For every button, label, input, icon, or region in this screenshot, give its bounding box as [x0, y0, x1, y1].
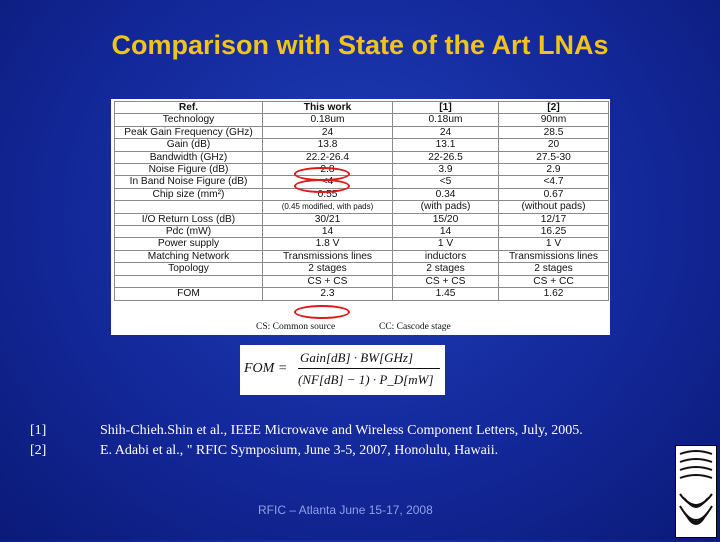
comparison-table [114, 101, 609, 301]
table-cell: <4.7 [499, 176, 609, 188]
table-cell: (with pads) [393, 201, 499, 213]
table-cell: This work [263, 102, 393, 114]
table-cell: 1.45 [393, 288, 499, 300]
table-cell: (0.45 modified, with pads) [263, 201, 393, 213]
comparison-table-panel [111, 99, 610, 335]
table-cell: CS + CS [263, 275, 393, 287]
table-row [115, 151, 609, 163]
formula-numerator: Gain[dB] · BW[GHz] [300, 350, 414, 365]
row-label: Power supply [115, 238, 263, 250]
table-cell: 1 V [499, 238, 609, 250]
table-cell: 28.5 [499, 126, 609, 138]
row-label: Topology [115, 263, 263, 275]
table-cell: 14 [263, 226, 393, 238]
table-cell: 0.55 [263, 188, 393, 200]
table-cell: 0.18um [393, 114, 499, 126]
table-row [115, 126, 609, 138]
formula-denominator: (NF[dB] − 1) · P_D[mW] [298, 372, 434, 387]
table-row [115, 139, 609, 151]
row-label: Chip size (mm²) [115, 188, 263, 200]
table-cell: 2.9 [499, 164, 609, 176]
table-row [115, 226, 609, 238]
table-cell: 2 stages [393, 263, 499, 275]
table-cell: CS + CC [499, 275, 609, 287]
formula-fraction-bar [298, 368, 440, 369]
table-cell: 0.18um [263, 114, 393, 126]
table-cell: 2 stages [499, 263, 609, 275]
highlight-circle-fom [294, 305, 350, 319]
table-cell: 90nm [499, 114, 609, 126]
table-cell: 1.8 V [263, 238, 393, 250]
table-cell: 16.25 [499, 226, 609, 238]
table-cell: 15/20 [393, 213, 499, 225]
table-row [115, 263, 609, 275]
row-label: Noise Figure (dB) [115, 164, 263, 176]
table-cell: 20 [499, 139, 609, 151]
table-cell: 0.67 [499, 188, 609, 200]
table-cell: 14 [393, 226, 499, 238]
row-label [115, 275, 263, 287]
reference-key: [1] [30, 423, 47, 438]
reference-key: [2] [30, 443, 47, 458]
table-row [115, 288, 609, 300]
row-label: Technology [115, 114, 263, 126]
table-cell: 13.1 [393, 139, 499, 151]
table-cell: 2 stages [263, 263, 393, 275]
table-cell: <4 [263, 176, 393, 188]
row-label: Matching Network [115, 250, 263, 262]
reference-text: Shih-Chieh.Shin et al., IEEE Microwave and Wireless Component Letters, July, 2005. [100, 423, 583, 438]
table-cell: 22.2-26.4 [263, 151, 393, 163]
table-cell: (without pads) [499, 201, 609, 213]
table-cell: 12/17 [499, 213, 609, 225]
table-cell: 30/21 [263, 213, 393, 225]
table-row [115, 238, 609, 250]
table-cell: [2] [499, 102, 609, 114]
row-label: Peak Gain Frequency (GHz) [115, 126, 263, 138]
table-header-row [115, 102, 609, 114]
table-row [115, 176, 609, 188]
table-cell: 0.34 [393, 188, 499, 200]
fom-formula [240, 345, 445, 395]
table-cell: 3.9 [393, 164, 499, 176]
slide-title: Comparison with State of the Art LNAs [111, 30, 609, 60]
row-label: Bandwidth (GHz) [115, 151, 263, 163]
table-row [115, 250, 609, 262]
table-cell: 1 V [393, 238, 499, 250]
row-label: FOM [115, 288, 263, 300]
table-cell: 2.8 [263, 164, 393, 176]
table-cell: 1.62 [499, 288, 609, 300]
table-cell: [1] [393, 102, 499, 114]
university-logo-icon [675, 445, 717, 538]
table-cell: <5 [393, 176, 499, 188]
table-cell: 24 [393, 126, 499, 138]
table-cell: Transmissions lines [499, 250, 609, 262]
table-cell: inductors [393, 250, 499, 262]
note-cs: CS: Common source [256, 322, 336, 332]
formula-lhs: FOM = [244, 361, 288, 376]
header-cell-ref: Ref. [115, 102, 263, 114]
row-label: In Band Noise Figure (dB) [115, 176, 263, 188]
table-row [115, 114, 609, 126]
table-cell: 13.8 [263, 139, 393, 151]
table-row [115, 275, 609, 287]
reference-text: E. Adabi et al., " RFIC Symposium, June 3-5, 2007, Honolulu, Hawaii. [100, 443, 499, 458]
table-cell: 22-26.5 [393, 151, 499, 163]
table-cell: Transmissions lines [263, 250, 393, 262]
row-label: I/O Return Loss (dB) [115, 213, 263, 225]
row-label: Gain (dB) [115, 139, 263, 151]
note-cc: CC: Cascode stage [379, 322, 451, 332]
table-cell: CS + CS [393, 275, 499, 287]
table-row [115, 188, 609, 200]
row-label: Pdc (mW) [115, 226, 263, 238]
table-cell: 2.3 [263, 288, 393, 300]
slide-footer: RFIC – Atlanta June 15-17, 2008 [258, 503, 433, 517]
row-label [115, 201, 263, 213]
table-row [115, 201, 609, 213]
table-row [115, 164, 609, 176]
table-cell: 24 [263, 126, 393, 138]
table-cell: 27.5-30 [499, 151, 609, 163]
table-row [115, 213, 609, 225]
